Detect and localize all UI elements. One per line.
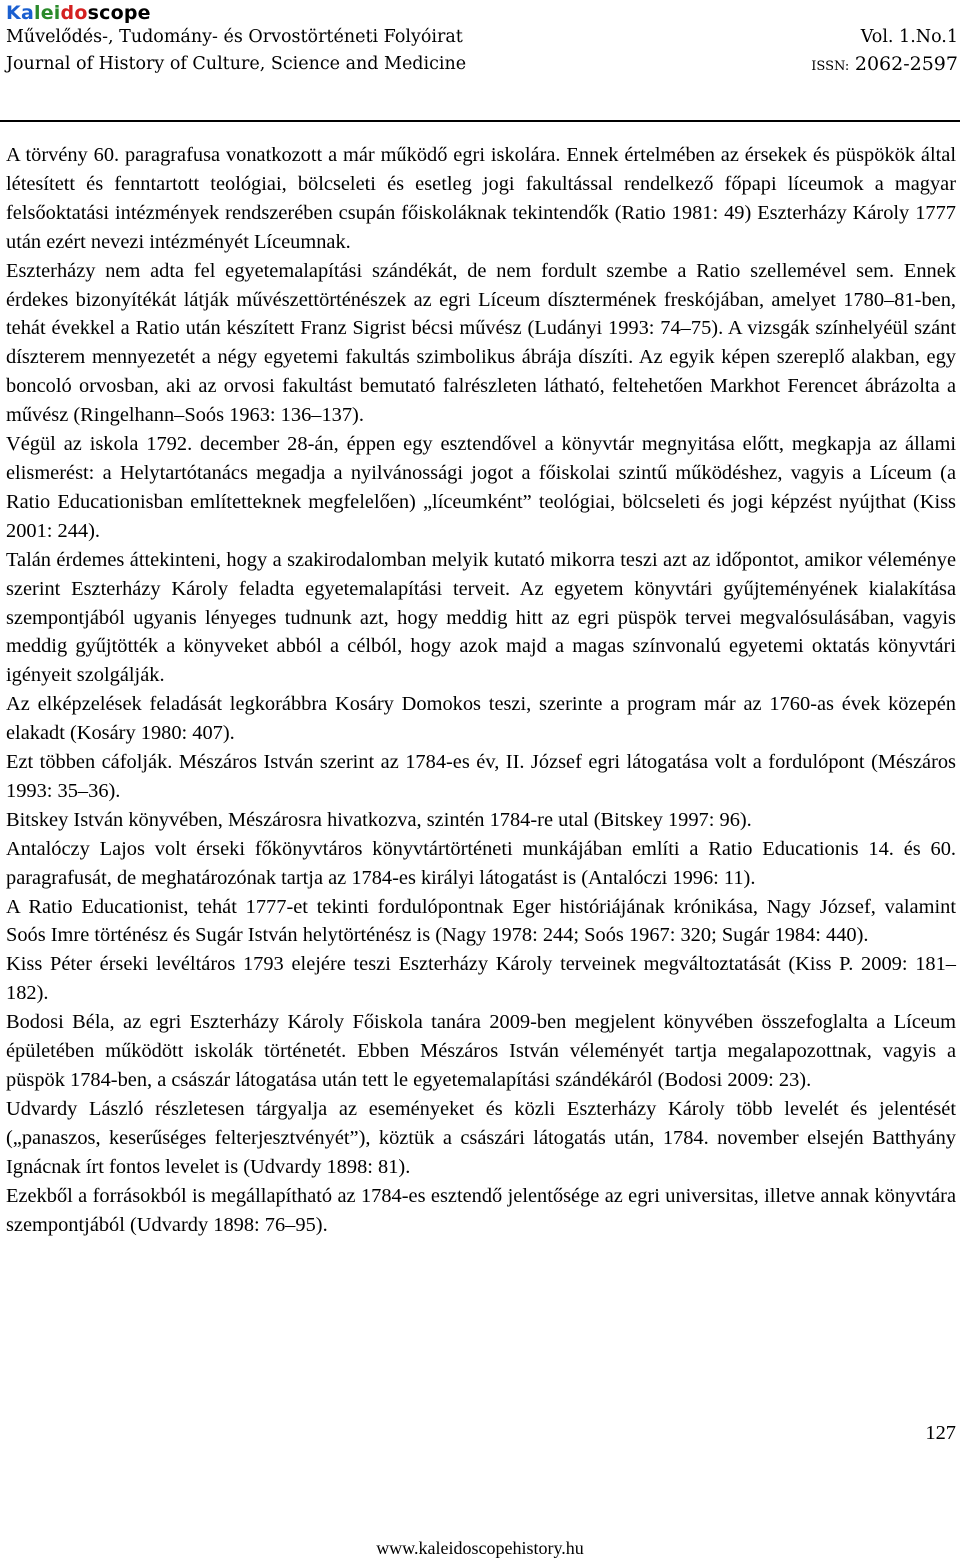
paragraph: Udvardy László részletesen tárgyalja az eseményeket és közli Eszterházy Károly több levelét és jelentését („panaszos, keserűséges felterjesztvényét”), köztük a császári látogatás után, 1784. november elsején Batthyány Ignácnak írt fontos levelet is (Udvardy 1898: 81). <box>6 1097 956 1178</box>
logo-letter: K <box>6 2 21 24</box>
paragraph: Az elképzelések feladását legkorábbra Kosáry Domokos teszi, szerinte a program már az 1760-as évek közepén elakadt (Kosáry 1980: 407). <box>6 693 956 745</box>
article-body <box>6 141 956 1239</box>
page-number: 127 <box>925 1422 956 1444</box>
journal-header <box>6 2 958 80</box>
paragraph: Kiss Péter érseki levéltáros 1793 elejére teszi Eszterházy Károly terveinek megváltoztatását (Kiss P. 2009: 181–182). <box>6 953 956 1005</box>
header-row-1 <box>6 24 958 51</box>
header-row-2 <box>6 51 958 80</box>
kaleidoscope-logo <box>6 2 958 24</box>
journal-title-hu: Művelődés-, Tudomány- és Orvostörténeti Folyóirat <box>6 27 463 47</box>
issn-label: ISSN: <box>811 59 850 74</box>
logo-letter: e <box>137 2 151 24</box>
paragraph: A Ratio Educationist, tehát 1777-et tekinti fordulópontnak Eger históriájának krónikása, Nagy József, valamint Soós Imre történész és Sugár István helytörténész is (Nagy 1978: 244; Soós 1967: 320; Sugár 1984: 440). <box>6 895 956 947</box>
paragraph: Bodosi Béla, az egri Eszterházy Károly Főiskola tanára 2009-ben megjelent könyvében összefoglalta a Líceum épületében működött iskolák történetét. Ebben Mészáros István véleményét tartja megalapozottnak, vagyis a püspök 1784-ben, a császár látogatása után tett le egyetemalapítási szándékáról (Bodosi 2009: 23). <box>6 1011 956 1091</box>
logo-letter: a <box>20 2 34 24</box>
logo-letter: l <box>33 2 41 24</box>
issn <box>811 51 958 80</box>
paragraph: Talán érdemes áttekinteni, hogy a szakirodalomban melyik kutató mikorra teszi azt az időpontot, amikor véleménye szerint Eszterházy Károly feladta egyetemalapítási terveit. Az egyetem könyvtári gyűjteményének kialakítása szempontjából ugyanis lényeges tudnunk azt, hogy meddig hitt az egri püspök tervei megvalósulásában, vagyis meddig gyűjtötték a könyveket abból a célból, hogy azok majd a magas színvonalú egyetemi oktatás könyvtári igényeit szolgálják. <box>6 548 956 687</box>
volume-label: Vol. 1.No.1 <box>860 27 958 47</box>
paragraph: Végül az iskola 1792. december 28-án, éppen egy esztendővel a könyvtár megnyitása előtt, megkapja az állami elismerést: a Helytartótanács megadja a nyilvánossági jogot a főiskolai szintű működéshez, vagyis a Líceum (a Ratio Educationisban említetteknek megfelelően) „líceumként” teológiai, bölcseleti és jogi képzést nyújthat (Kiss 2001: 244). <box>6 433 956 542</box>
journal-title-en: Journal of History of Culture, Science and Medicine <box>6 54 467 74</box>
logo-letter: i <box>53 2 61 24</box>
logo-letter: p <box>123 2 138 24</box>
paragraph: Bitskey István könyvében, Mészárosra hivatkozva, szintén 1784-re utal (Bitskey 1997: 96). <box>6 808 752 831</box>
paragraph: Ezt többen cáfolják. Mészáros István szerint az 1784-es év, II. József egri látogatása volt a fordulópont (Mészáros 1993: 35–36). <box>6 751 956 802</box>
logo-letter: e <box>40 2 54 24</box>
issn-number: 2062-2597 <box>854 53 958 75</box>
logo-letter: d <box>60 2 75 24</box>
footer-url: www.kaleidoscopehistory.hu <box>376 1538 584 1558</box>
paragraph: A törvény 60. paragrafusa vonatkozott a már működő egri iskolára. Ennek értelmében az érsekek és püspökök által létesített és fenntartott teológiai, bölcseleti és esetleg jogi fakultással rendelkező főpapi líceumok a magyar felsőoktatási intézmények rendszerében csupán főiskoláknak tekintendők (Ratio 1981: 49) Eszterházy Károly 1777 után ezért nevezi intézményét Líceumnak. <box>6 144 956 253</box>
logo-letter: c <box>99 2 111 24</box>
paragraph: Eszterházy nem adta fel egyetemalapítási szándékát, de nem fordult szembe a Ratio szellemével sem. Ennek érdekes bizonyítékát látják művészettörténészek az egri Líceum dísztermének freskójában, amelyet 1780–81-ben, tehát évekkel a Ratio után készített Franz Sigrist bécsi művész (Ludányi 1993: 74–75). A vizsgák színhelyéül szánt díszterem mennyezetét a négy egyetemi fakultás szimbolikus ábrája díszíti. Az egyik képen szereplő alakban, egy boncoló orvosban, aki az orvosi fakultást bemutató falrészleten látható, feltehetően Markhot Ferencet ábrázolta a művész (Ringelhann–Soós 1963: 136–137). <box>6 259 956 427</box>
header-rule <box>0 120 960 122</box>
logo-letter: o <box>110 2 124 24</box>
paragraph: Ezekből a forrásokból is megállapítható az 1784-es esztendő jelentősége az egri universitas, illetve annak könyvtára szempontjából (Udvardy 1898: 76–95). <box>6 1184 956 1236</box>
paragraph: Antalóczy Lajos volt érseki főkönyvtáros könyvtártörténeti munkájában említi a Ratio Educationis 14. és 60. paragrafusát, de meghatározónak tartja az 1784-es királyi látogatást is (Antalóczi 1996: 11). <box>6 837 956 889</box>
logo-letter: o <box>74 2 88 24</box>
logo-letter: s <box>87 2 100 24</box>
